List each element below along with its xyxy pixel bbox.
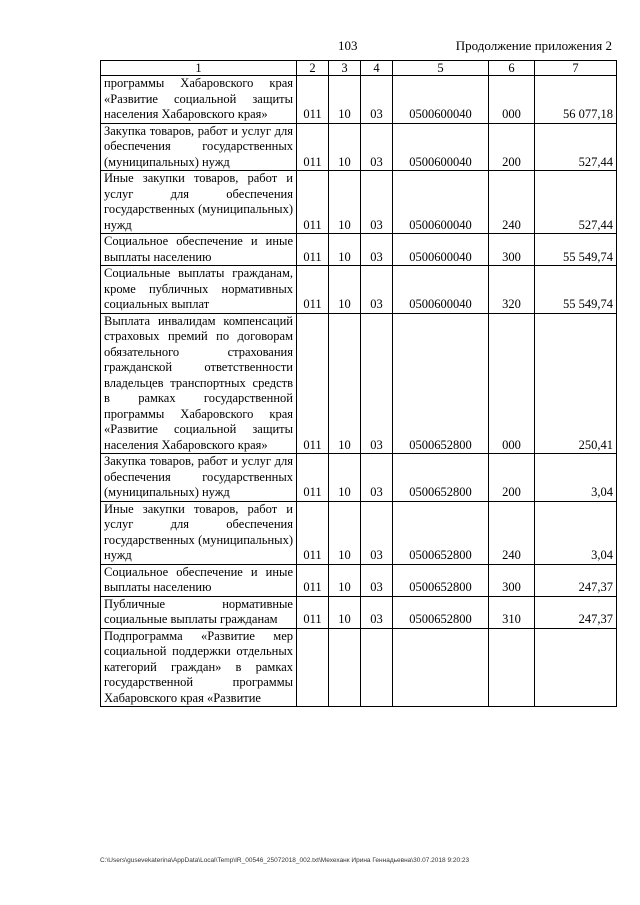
- row-amount-cell: 3,04: [535, 501, 617, 564]
- row-subsection-cell: 03: [361, 454, 393, 502]
- row-amount-cell: 250,41: [535, 313, 617, 454]
- row-code-cell: 011: [297, 171, 329, 234]
- row-amount-cell: 247,37: [535, 596, 617, 628]
- row-subsection-cell: 03: [361, 501, 393, 564]
- row-expense-type-cell: 200: [489, 454, 535, 502]
- table-row: [101, 454, 617, 502]
- table-row: [101, 313, 617, 454]
- row-code-cell: 011: [297, 596, 329, 628]
- row-name-cell: Социальные выплаты гражданам, кроме публичных нормативных социальных выплат: [101, 266, 297, 314]
- row-code-cell: 011: [297, 123, 329, 171]
- row-expense-type-cell: 000: [489, 76, 535, 124]
- row-amount-cell: [535, 628, 617, 707]
- table-row: [101, 596, 617, 628]
- table-row: [101, 501, 617, 564]
- row-code-cell: [297, 628, 329, 707]
- row-section-cell: 10: [329, 313, 361, 454]
- row-target-article-cell: 0500600040: [393, 123, 489, 171]
- row-code-cell: 011: [297, 234, 329, 266]
- table-row: [101, 234, 617, 266]
- row-subsection-cell: 03: [361, 123, 393, 171]
- row-amount-cell: 3,04: [535, 454, 617, 502]
- row-name-cell: Иные закупки товаров, работ и услуг для обеспечения государственных (муниципальных) нужд: [101, 501, 297, 564]
- row-name-cell: Иные закупки товаров, работ и услуг для обеспечения государственных (муниципальных) нужд: [101, 171, 297, 234]
- row-subsection-cell: 03: [361, 171, 393, 234]
- row-amount-cell: 55 549,74: [535, 234, 617, 266]
- table-row: [101, 564, 617, 596]
- page-number: 103: [338, 38, 358, 53]
- row-code-cell: 011: [297, 76, 329, 124]
- continuation-label: Продолжение приложения 2: [455, 38, 612, 53]
- row-expense-type-cell: [489, 628, 535, 707]
- row-expense-type-cell: 240: [489, 171, 535, 234]
- table-row: [101, 171, 617, 234]
- row-name-cell: Подпрограмма «Развитие мер социальной поддержки отдельных категорий граждан» в рамках государственной программы Хабаровского края «Развитие: [101, 628, 297, 707]
- row-expense-type-cell: 000: [489, 313, 535, 454]
- row-amount-cell: 527,44: [535, 171, 617, 234]
- row-subsection-cell: 03: [361, 266, 393, 314]
- row-subsection-cell: [361, 628, 393, 707]
- row-section-cell: 10: [329, 76, 361, 124]
- row-target-article-cell: 0500652800: [393, 564, 489, 596]
- row-section-cell: 10: [329, 266, 361, 314]
- row-amount-cell: 55 549,74: [535, 266, 617, 314]
- column-header: 5: [393, 61, 489, 76]
- row-code-cell: 011: [297, 564, 329, 596]
- row-target-article-cell: 0500652800: [393, 313, 489, 454]
- row-section-cell: 10: [329, 123, 361, 171]
- row-code-cell: 011: [297, 454, 329, 502]
- row-amount-cell: 247,37: [535, 564, 617, 596]
- row-subsection-cell: 03: [361, 564, 393, 596]
- row-section-cell: 10: [329, 454, 361, 502]
- header-row: [101, 61, 617, 76]
- row-target-article-cell: 0500652800: [393, 454, 489, 502]
- row-target-article-cell: 0500652800: [393, 596, 489, 628]
- row-section-cell: 10: [329, 171, 361, 234]
- row-subsection-cell: 03: [361, 76, 393, 124]
- row-section-cell: 10: [329, 501, 361, 564]
- row-expense-type-cell: 300: [489, 234, 535, 266]
- row-code-cell: 011: [297, 501, 329, 564]
- row-name-cell: Выплата инвалидам компенсаций страховых премий по договорам обязательного страхования гражданской ответственности владельцев транспортных средств в рамках государственной программы Хабаровского края «Развитие социальной защиты населения Хабаровского края»: [101, 313, 297, 454]
- row-name-cell: Закупка товаров, работ и услуг для обеспечения государственных (муниципальных) нужд: [101, 123, 297, 171]
- column-header: 7: [535, 61, 617, 76]
- row-subsection-cell: 03: [361, 234, 393, 266]
- row-name-cell: Публичные нормативные социальные выплаты гражданам: [101, 596, 297, 628]
- row-subsection-cell: 03: [361, 596, 393, 628]
- row-target-article-cell: 0500600040: [393, 171, 489, 234]
- row-target-article-cell: 0500600040: [393, 234, 489, 266]
- table-row: [101, 123, 617, 171]
- table-row: [101, 266, 617, 314]
- table-row: [101, 628, 617, 707]
- budget-table: [100, 60, 617, 707]
- row-section-cell: [329, 628, 361, 707]
- row-section-cell: 10: [329, 564, 361, 596]
- row-target-article-cell: 0500600040: [393, 76, 489, 124]
- row-name-cell: Социальное обеспечение и иные выплаты населению: [101, 564, 297, 596]
- row-expense-type-cell: 310: [489, 596, 535, 628]
- column-header: 2: [297, 61, 329, 76]
- row-subsection-cell: 03: [361, 313, 393, 454]
- row-target-article-cell: 0500652800: [393, 501, 489, 564]
- column-header: 4: [361, 61, 393, 76]
- column-header: 3: [329, 61, 361, 76]
- file-path-footer: C:\Users\gusevekaterina\AppData\Local\Temp\IR_00546_25072018_002.txt\Мехеханк Ирина Геннадьевна\30.07.2018 9:20:23: [100, 857, 470, 864]
- row-expense-type-cell: 300: [489, 564, 535, 596]
- row-target-article-cell: [393, 628, 489, 707]
- row-amount-cell: 527,44: [535, 123, 617, 171]
- row-name-cell: Закупка товаров, работ и услуг для обеспечения государственных (муниципальных) нужд: [101, 454, 297, 502]
- row-code-cell: 011: [297, 266, 329, 314]
- row-code-cell: 011: [297, 313, 329, 454]
- row-expense-type-cell: 240: [489, 501, 535, 564]
- row-name-cell: Социальное обеспечение и иные выплаты населению: [101, 234, 297, 266]
- row-section-cell: 10: [329, 596, 361, 628]
- row-name-cell: программы Хабаровского края «Развитие социальной защиты населения Хабаровского края»: [101, 76, 297, 124]
- row-section-cell: 10: [329, 234, 361, 266]
- row-expense-type-cell: 200: [489, 123, 535, 171]
- table-row: [101, 76, 617, 124]
- row-expense-type-cell: 320: [489, 266, 535, 314]
- row-target-article-cell: 0500600040: [393, 266, 489, 314]
- column-header: 6: [489, 61, 535, 76]
- column-header: 1: [101, 61, 297, 76]
- row-amount-cell: 56 077,18: [535, 76, 617, 124]
